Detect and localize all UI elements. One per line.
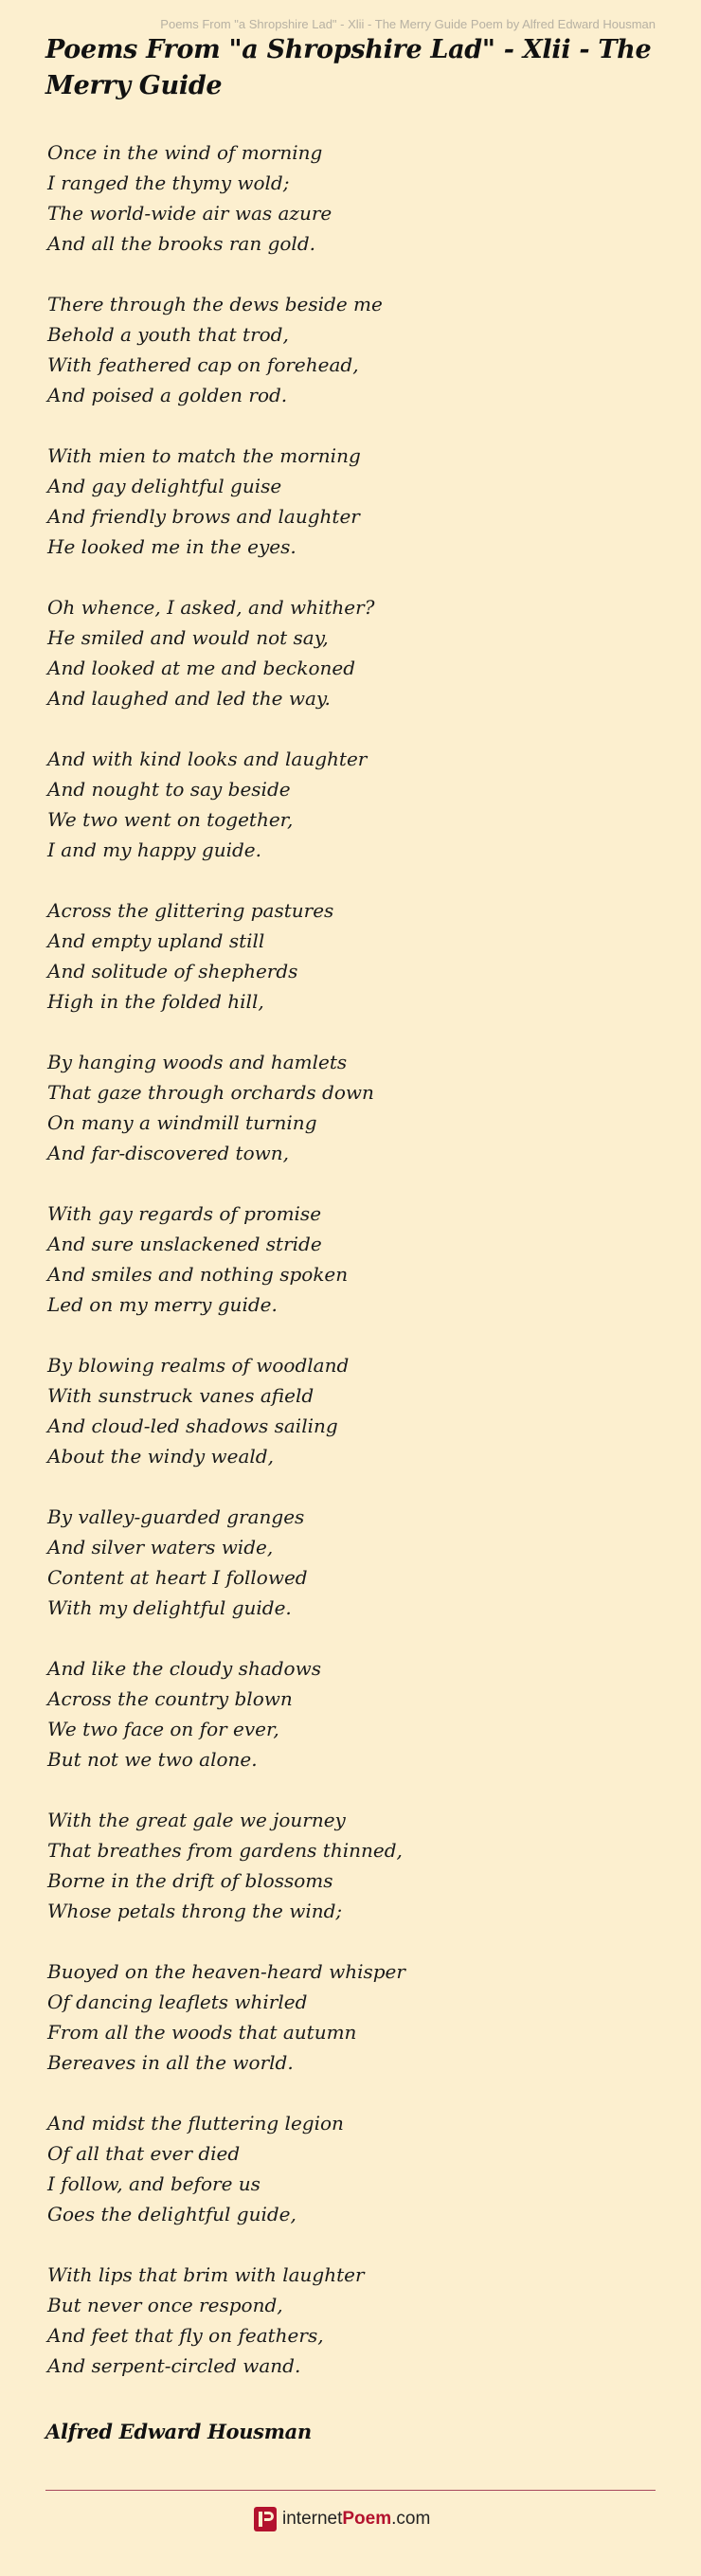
poem-line: There through the dews beside me [47, 293, 383, 315]
poem-line: Across the glittering pastures [47, 899, 334, 922]
poem-line: And silver waters wide, [47, 1536, 274, 1558]
poem-stanza [47, 1502, 654, 1623]
poem-line: I ranged the thymy wold; [47, 171, 290, 194]
poem-line: And poised a golden rod. [47, 384, 288, 406]
internetpoem-logo-icon [254, 2507, 277, 2531]
poem-author: Alfred Edward Housman [45, 2420, 312, 2443]
poem-line: He looked me in the eyes. [47, 535, 297, 558]
poem-line: Bereaves in all the world. [47, 2051, 294, 2074]
poem-line: And laughed and led the way. [47, 687, 331, 710]
poem-stanza [47, 1198, 654, 1320]
poem-line: And serpent-circled wand. [47, 2354, 301, 2377]
poem-stanza [47, 1956, 654, 2078]
poem-stanza [47, 895, 654, 1017]
poem-line: Behold a youth that trod, [47, 323, 289, 346]
poem-line: Across the country blown [47, 1687, 293, 1710]
poem-line: And looked at me and beckoned [47, 657, 356, 679]
poem-stanza [47, 2260, 654, 2381]
poem-stanza [47, 137, 654, 259]
footer-divider [45, 2490, 656, 2491]
poem-line: I follow, and before us [47, 2172, 261, 2195]
poem-stanza [47, 592, 654, 713]
poem-line: And gay delightful guise [47, 475, 282, 497]
poem-line: And with kind looks and laughter [47, 748, 368, 770]
poem-line: We two went on together, [47, 808, 294, 831]
poem-line: That gaze through orchards down [47, 1081, 374, 1104]
poem-line: And like the cloudy shadows [47, 1657, 321, 1680]
poem-line: Once in the wind of morning [47, 141, 323, 164]
poem-line: Whose petals throng the wind; [47, 1900, 343, 1922]
poem-line: He smiled and would not say, [47, 626, 329, 649]
logo-bold: Poem [342, 2509, 392, 2529]
poem-line: I and my happy guide. [47, 838, 261, 861]
poem-line: But not we two alone. [47, 1748, 258, 1771]
poem-stanza [47, 1653, 654, 1774]
poem-line: With mien to match the morning [47, 444, 361, 467]
poem-stanza [47, 441, 654, 562]
poem-line: And friendly brows and laughter [47, 505, 360, 528]
poem-line: With feathered cap on forehead, [47, 353, 359, 376]
poem-line: But never once respond, [47, 2294, 283, 2316]
poem-body [47, 137, 654, 2411]
poem-line: With gay regards of promise [47, 1202, 322, 1225]
logo-suffix: .com [391, 2509, 431, 2529]
poem-line: About the windy weald, [47, 1445, 274, 1468]
poem-stanza [47, 2108, 654, 2229]
poem-line: By hanging woods and hamlets [47, 1051, 348, 1073]
poem-line: By valley-guarded granges [47, 1505, 305, 1528]
poem-line: Of dancing leaflets whirled [47, 1991, 308, 2013]
logo-prefix: internet [282, 2509, 343, 2529]
poem-line: And cloud-led shadows sailing [47, 1414, 338, 1437]
poem-line: From all the woods that autumn [47, 2021, 357, 2044]
poem-line: Content at heart I followed [47, 1566, 308, 1589]
poem-line: And empty upland still [47, 929, 265, 952]
poem-stanza [47, 1350, 654, 1471]
poem-line: Goes the delightful guide, [47, 2203, 297, 2225]
poem-stanza [47, 1805, 654, 1926]
poem-stanza [47, 744, 654, 865]
footer-logo-text [282, 2509, 430, 2530]
poem-line: And midst the fluttering legion [47, 2112, 344, 2135]
poem-line: High in the folded hill, [47, 990, 264, 1013]
poem-line: And smiles and nothing spoken [47, 1263, 349, 1286]
poem-line: Buoyed on the heaven-heard whisper [47, 1960, 405, 1983]
header-caption: Poems From "a Shropshire Lad" - Xlii - The Merry Guide Poem by Alfred Edward Housman [160, 17, 656, 31]
poem-line: And solitude of shepherds [47, 960, 298, 982]
poem-line: With lips that brim with laughter [47, 2263, 365, 2286]
poem-line: With my delightful guide. [47, 1596, 292, 1619]
poem-line: With sunstruck vanes afield [47, 1384, 315, 1407]
footer-logo[interactable] [254, 2505, 430, 2533]
poem-line: Of all that ever died [47, 2142, 241, 2165]
poem-line: And feet that fly on feathers, [47, 2324, 324, 2347]
poem-line: We two face on for ever, [47, 1718, 279, 1740]
poem-line: And nought to say beside [47, 778, 291, 801]
poem-line: Borne in the drift of blossoms [47, 1869, 333, 1892]
poem-title: Poems From "a Shropshire Lad" - Xlii - The Merry Guide [45, 35, 652, 100]
poem-line: Led on my merry guide. [47, 1293, 278, 1316]
poem-stanza [47, 289, 654, 410]
poem-line: Oh whence, I asked, and whither? [47, 596, 375, 619]
poem-stanza [47, 1047, 654, 1168]
poem-line: And all the brooks ran gold. [47, 232, 315, 255]
poem-line: That breathes from gardens thinned, [47, 1839, 403, 1862]
poem-line: On many a windmill turning [47, 1111, 317, 1134]
poem-line: The world-wide air was azure [47, 202, 333, 225]
poem-line: And far-discovered town, [47, 1142, 289, 1164]
poem-line: And sure unslackened stride [47, 1233, 322, 1255]
poem-line: With the great gale we journey [47, 1809, 346, 1831]
poem-line: By blowing realms of woodland [47, 1354, 350, 1377]
